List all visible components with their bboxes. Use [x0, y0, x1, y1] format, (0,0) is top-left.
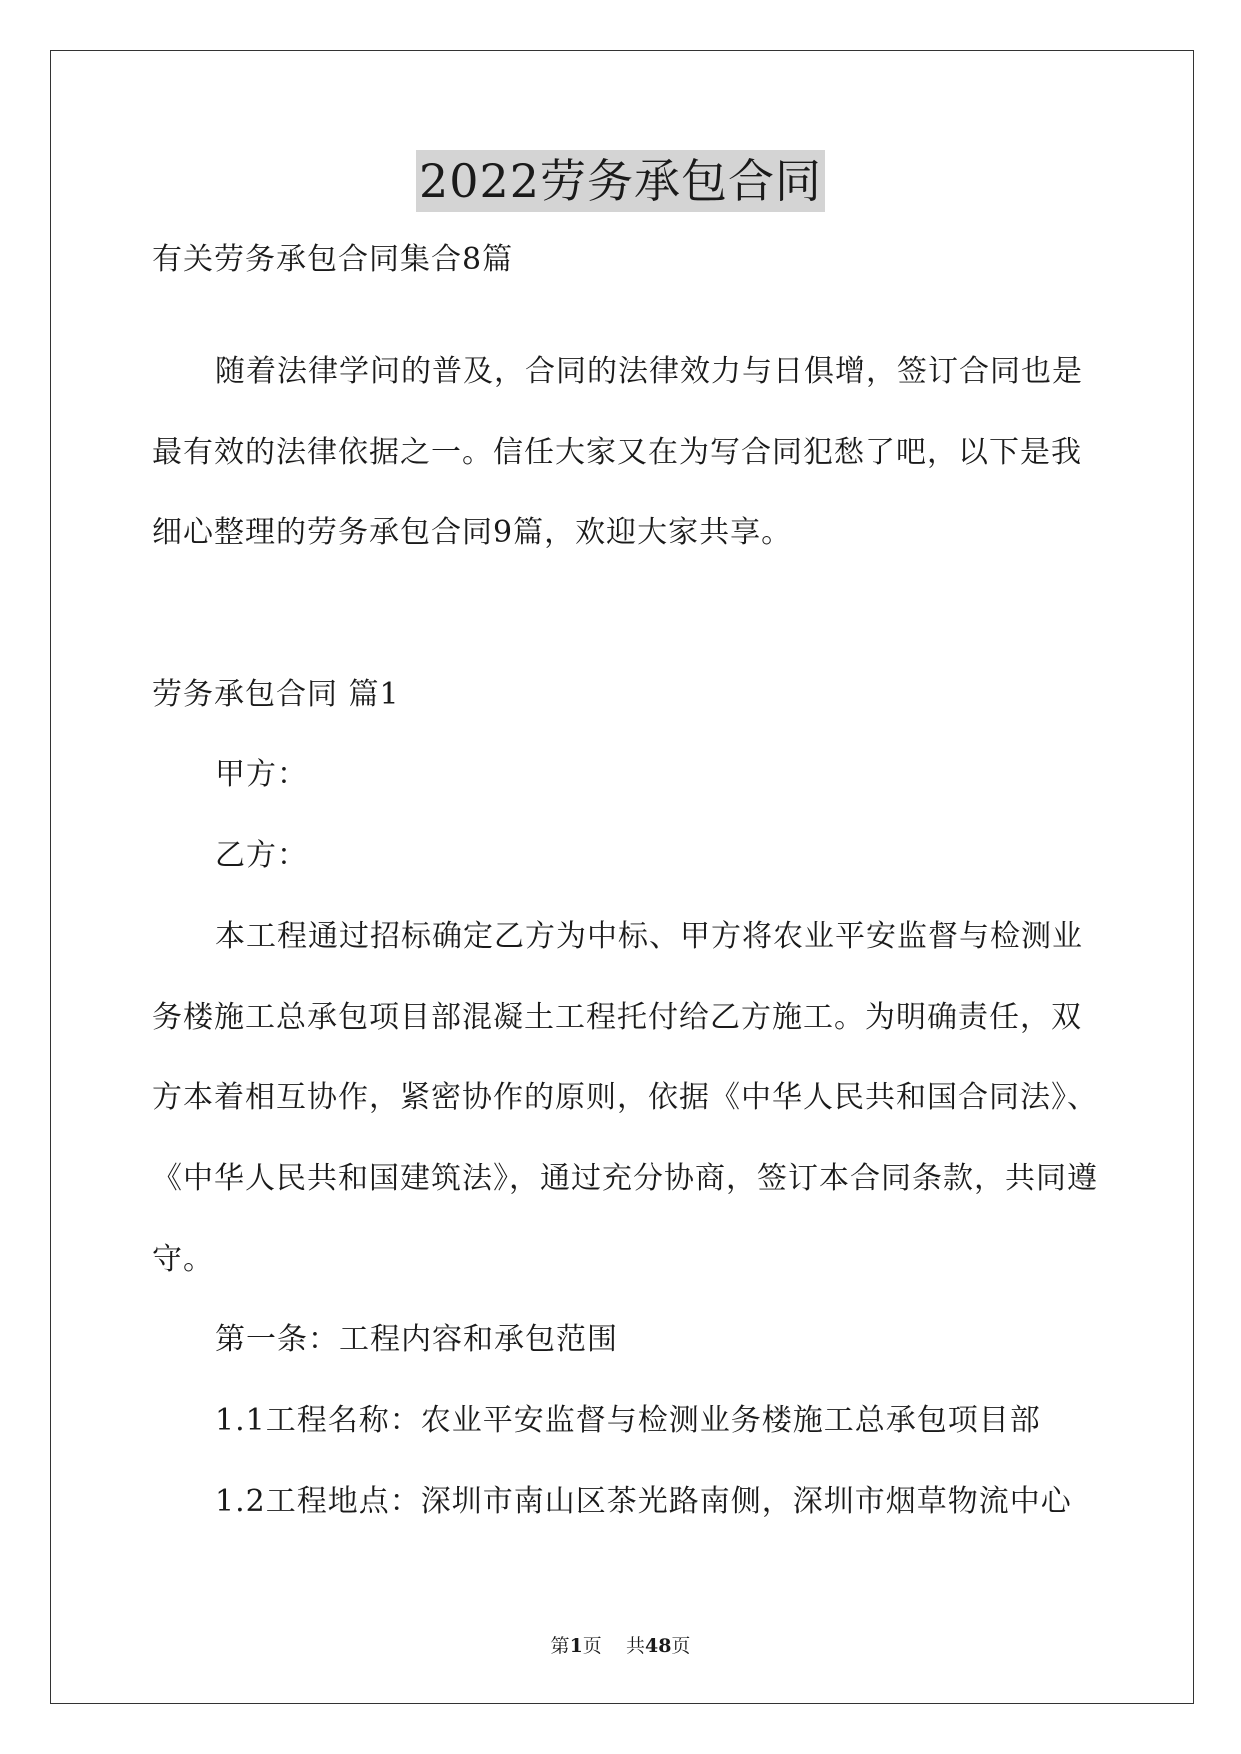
body-line-3: 方本着相互协作，紧密协作的原则，依据《中华人民共和国合同法》、 — [152, 1080, 1098, 1115]
footer-suffix: 页 — [671, 1635, 691, 1657]
party-b-line: 乙方： — [215, 838, 308, 873]
document-title: 2022劳务承包合同 — [416, 150, 825, 212]
footer-page-number: 1 — [569, 1635, 583, 1657]
footer-middle: 页 共 — [582, 1635, 645, 1657]
article-1-item-2: 1.2工程地点：深圳市南山区茶光路南侧，深圳市烟草物流中心 — [215, 1484, 1072, 1519]
page-border — [50, 50, 1194, 1704]
body-line-4: 《中华人民共和国建筑法》，通过充分协商，签订本合同条款，共同遵 — [152, 1161, 1098, 1196]
title-container — [0, 150, 1241, 212]
intro-line-3: 细心整理的劳务承包合同9篇，欢迎大家共享。 — [152, 515, 793, 550]
article-1-item-1: 1.1工程名称：农业平安监督与检测业务楼施工总承包项目部 — [215, 1403, 1041, 1438]
footer-total-pages: 48 — [644, 1635, 672, 1657]
page-footer — [0, 1633, 1241, 1659]
intro-line-2: 最有效的法律依据之一。信任大家又在为写合同犯愁了吧，以下是我 — [152, 435, 1082, 470]
footer-prefix: 第 — [550, 1635, 570, 1657]
party-a-line: 甲方： — [215, 757, 308, 792]
section-heading: 劳务承包合同 篇1 — [152, 677, 400, 712]
article-1-heading: 第一条：工程内容和承包范围 — [215, 1322, 618, 1357]
body-line-5: 守。 — [152, 1242, 214, 1277]
intro-line-1: 随着法律学问的普及，合同的法律效力与日俱增，签订合同也是 — [215, 354, 1083, 389]
body-line-1: 本工程通过招标确定乙方为中标、甲方将农业平安监督与检测业 — [215, 919, 1083, 954]
body-line-2: 务楼施工总承包项目部混凝土工程托付给乙方施工。为明确责任，双 — [152, 1000, 1082, 1035]
subtitle-line: 有关劳务承包合同集合8篇 — [152, 242, 514, 277]
